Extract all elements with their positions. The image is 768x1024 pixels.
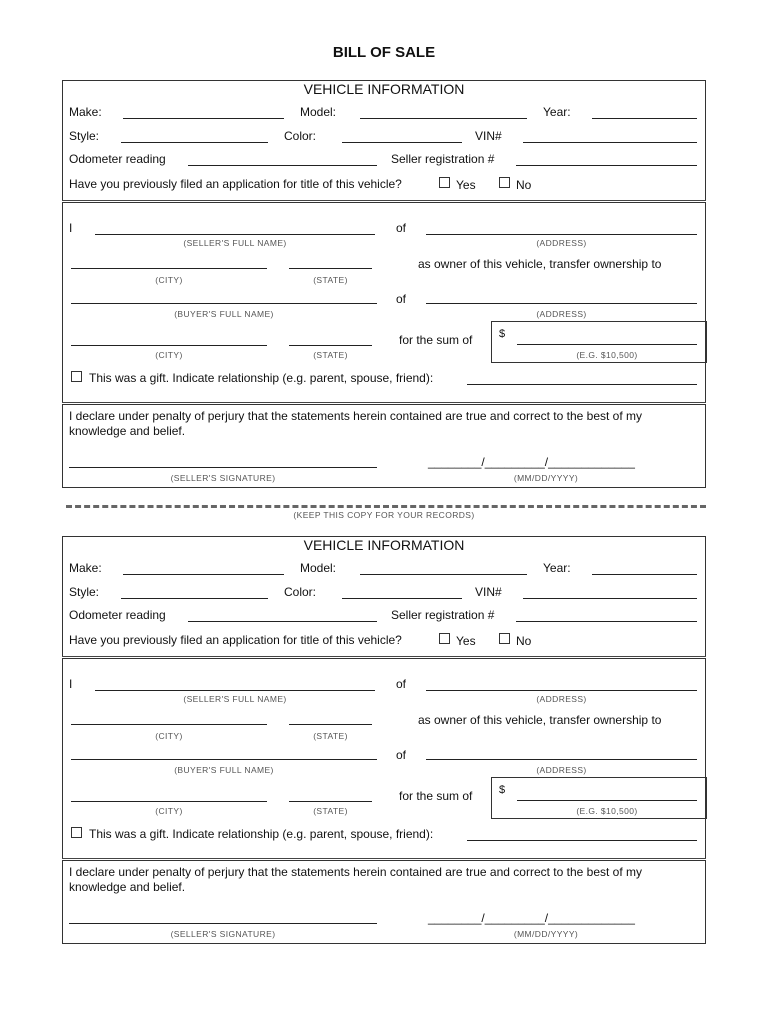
for-sum-label: for the sum of bbox=[399, 333, 473, 347]
year-label: Year: bbox=[543, 105, 571, 119]
seller-name-caption: (SELLER'S FULL NAME) bbox=[183, 238, 287, 248]
style-label: Style: bbox=[69, 585, 100, 599]
no-label: No bbox=[516, 634, 532, 648]
odometer-label: Odometer reading bbox=[69, 608, 166, 622]
color-label: Color: bbox=[284, 585, 317, 599]
odometer-field[interactable] bbox=[188, 621, 377, 622]
buyer-city-caption: (CITY) bbox=[155, 806, 183, 816]
year-field[interactable] bbox=[592, 574, 697, 575]
vehicle-info-section bbox=[62, 80, 706, 201]
gift-checkbox[interactable] bbox=[71, 827, 82, 838]
no-label: No bbox=[516, 178, 532, 192]
transfer-section bbox=[62, 658, 706, 859]
odometer-label: Odometer reading bbox=[69, 152, 166, 166]
make-field[interactable] bbox=[123, 574, 284, 575]
buyer-name-caption: (BUYER'S FULL NAME) bbox=[174, 309, 274, 319]
copy-2 bbox=[0, 536, 768, 944]
sum-field[interactable] bbox=[517, 344, 697, 345]
vin-field[interactable] bbox=[523, 142, 697, 143]
seller-city-caption: (CITY) bbox=[155, 275, 183, 285]
transfer-section bbox=[62, 202, 706, 403]
color-field[interactable] bbox=[342, 598, 462, 599]
declaration-text-line1: I declare under penalty of perjury that the statements herein contained are true and correct to the best of my bbox=[69, 865, 642, 879]
sum-caption: (E.G. $10,500) bbox=[576, 350, 638, 360]
sum-caption: (E.G. $10,500) bbox=[576, 806, 638, 816]
seller-city-caption: (CITY) bbox=[155, 731, 183, 741]
title-question: Have you previously filed an application for title of this vehicle? bbox=[69, 177, 402, 191]
date-field[interactable]: ________/_________/_____________ bbox=[428, 911, 635, 925]
seller-signature-field[interactable] bbox=[69, 467, 377, 468]
buyer-name-field[interactable] bbox=[71, 303, 377, 304]
vehicle-info-header: VEHICLE INFORMATION bbox=[303, 537, 465, 553]
declaration-text-line1: I declare under penalty of perjury that the statements herein contained are true and correct to the best of my bbox=[69, 409, 642, 423]
vehicle-info-section bbox=[62, 536, 706, 657]
seller-city-field[interactable] bbox=[71, 724, 267, 725]
odometer-field[interactable] bbox=[188, 165, 377, 166]
seller-name-field[interactable] bbox=[95, 690, 375, 691]
no-checkbox[interactable] bbox=[499, 633, 510, 644]
relationship-field[interactable] bbox=[467, 840, 697, 841]
for-sum-label: for the sum of bbox=[399, 789, 473, 803]
seller-signature-field[interactable] bbox=[69, 923, 377, 924]
of-label-buyer: of bbox=[396, 292, 407, 306]
yes-checkbox[interactable] bbox=[439, 633, 450, 644]
buyer-address-field[interactable] bbox=[426, 303, 697, 304]
model-label: Model: bbox=[300, 561, 337, 575]
buyer-address-caption: (ADDRESS) bbox=[536, 765, 587, 775]
seller-name-field[interactable] bbox=[95, 234, 375, 235]
seller-registration-label: Seller registration # bbox=[391, 608, 495, 622]
relationship-field[interactable] bbox=[467, 384, 697, 385]
declaration-text-line2: knowledge and belief. bbox=[69, 424, 186, 438]
no-checkbox[interactable] bbox=[499, 177, 510, 188]
style-field[interactable] bbox=[121, 598, 268, 599]
vehicle-info-header: VEHICLE INFORMATION bbox=[303, 81, 465, 97]
i-label: I bbox=[69, 677, 73, 691]
copy-1 bbox=[0, 80, 768, 488]
buyer-address-caption: (ADDRESS) bbox=[536, 309, 587, 319]
i-label: I bbox=[69, 221, 73, 235]
declaration-text-line2: knowledge and belief. bbox=[69, 880, 186, 894]
title-question: Have you previously filed an application for title of this vehicle? bbox=[69, 633, 402, 647]
style-field[interactable] bbox=[121, 142, 268, 143]
dollar-sign: $ bbox=[499, 784, 506, 796]
model-field[interactable] bbox=[360, 574, 527, 575]
of-label-buyer: of bbox=[396, 748, 407, 762]
seller-address-field[interactable] bbox=[426, 690, 697, 691]
transfer-text: as owner of this vehicle, transfer ownership to bbox=[418, 713, 662, 727]
of-label: of bbox=[396, 221, 407, 235]
buyer-state-caption: (STATE) bbox=[313, 806, 348, 816]
seller-state-field[interactable] bbox=[289, 268, 372, 269]
dollar-sign: $ bbox=[499, 328, 506, 340]
buyer-address-field[interactable] bbox=[426, 759, 697, 760]
seller-name-caption: (SELLER'S FULL NAME) bbox=[183, 694, 287, 704]
page-title: BILL OF SALE bbox=[332, 44, 436, 61]
buyer-state-field[interactable] bbox=[289, 345, 372, 346]
buyer-state-caption: (STATE) bbox=[313, 350, 348, 360]
seller-state-field[interactable] bbox=[289, 724, 372, 725]
model-label: Model: bbox=[300, 105, 337, 119]
year-label: Year: bbox=[543, 561, 571, 575]
yes-label: Yes bbox=[456, 634, 476, 648]
vin-label: VIN# bbox=[475, 585, 502, 599]
vin-label: VIN# bbox=[475, 129, 502, 143]
color-field[interactable] bbox=[342, 142, 462, 143]
seller-state-caption: (STATE) bbox=[313, 275, 348, 285]
style-label: Style: bbox=[69, 129, 100, 143]
buyer-city-field[interactable] bbox=[71, 801, 267, 802]
of-label: of bbox=[396, 677, 407, 691]
date-field[interactable]: ________/_________/_____________ bbox=[428, 455, 635, 469]
buyer-city-field[interactable] bbox=[71, 345, 267, 346]
make-field[interactable] bbox=[123, 118, 284, 119]
vin-field[interactable] bbox=[523, 598, 697, 599]
keep-copy-note: (KEEP THIS COPY FOR YOUR RECORDS) bbox=[293, 510, 475, 520]
seller-address-caption: (ADDRESS) bbox=[536, 694, 587, 704]
seller-registration-field[interactable] bbox=[516, 621, 697, 622]
seller-state-caption: (STATE) bbox=[313, 731, 348, 741]
yes-checkbox[interactable] bbox=[439, 177, 450, 188]
seller-registration-field[interactable] bbox=[516, 165, 697, 166]
transfer-text: as owner of this vehicle, transfer ownership to bbox=[418, 257, 662, 271]
date-caption: (MM/DD/YYYY) bbox=[513, 929, 579, 939]
yes-label: Yes bbox=[456, 178, 476, 192]
declaration-section bbox=[62, 860, 706, 944]
sum-field[interactable] bbox=[517, 800, 697, 801]
seller-address-field[interactable] bbox=[426, 234, 697, 235]
make-label: Make: bbox=[69, 105, 102, 119]
buyer-name-caption: (BUYER'S FULL NAME) bbox=[174, 765, 274, 775]
gift-label: This was a gift. Indicate relationship (e.g. parent, spouse, friend): bbox=[89, 371, 434, 385]
seller-city-field[interactable] bbox=[71, 268, 267, 269]
signature-caption: (SELLER'S SIGNATURE) bbox=[170, 929, 276, 939]
model-field[interactable] bbox=[360, 118, 527, 119]
gift-label: This was a gift. Indicate relationship (e.g. parent, spouse, friend): bbox=[89, 827, 434, 841]
seller-address-caption: (ADDRESS) bbox=[536, 238, 587, 248]
make-label: Make: bbox=[69, 561, 102, 575]
color-label: Color: bbox=[284, 129, 317, 143]
seller-registration-label: Seller registration # bbox=[391, 152, 495, 166]
buyer-state-field[interactable] bbox=[289, 801, 372, 802]
cut-line bbox=[66, 505, 706, 508]
gift-checkbox[interactable] bbox=[71, 371, 82, 382]
declaration-section bbox=[62, 404, 706, 488]
buyer-city-caption: (CITY) bbox=[155, 350, 183, 360]
signature-caption: (SELLER'S SIGNATURE) bbox=[170, 473, 276, 483]
date-caption: (MM/DD/YYYY) bbox=[513, 473, 579, 483]
buyer-name-field[interactable] bbox=[71, 759, 377, 760]
year-field[interactable] bbox=[592, 118, 697, 119]
